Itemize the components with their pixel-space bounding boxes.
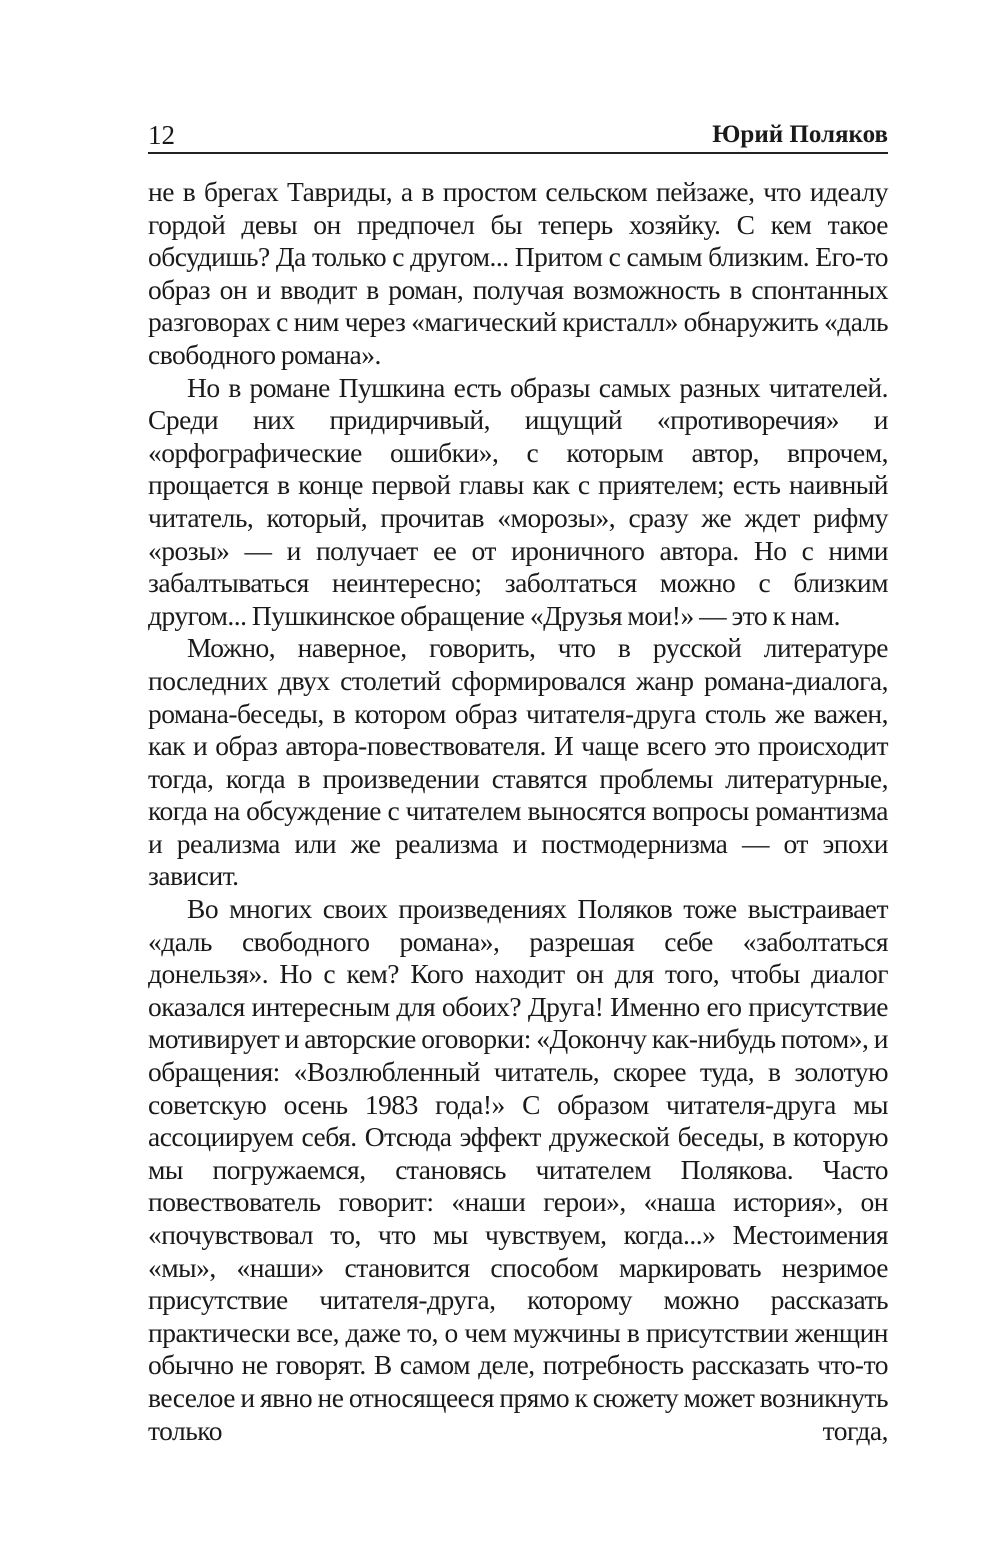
running-head-author: Юрий Поляков [712,121,888,148]
book-page [148,112,888,1447]
paragraph: Но в романе Пушкина есть образы самых разных читателей. Среди них придирчивый, ищущий «противоречия» и «орфографические ошибки», с которым автор, впрочем, прощается в конце первой главы как с приятелем; есть наивный читатель, который, прочитав «морозы», сразу же ждет рифму «розы» — и получает ее от ироничного автора. Но с ними забалтываться неинтересно; заболтаться можно с близким другом... Пушкинское обращение «Друзья мои!» — это к нам. [148,371,888,631]
running-header [148,112,888,154]
page-number: 12 [148,120,175,150]
body-text [148,176,888,1447]
paragraph-continues: Во многих своих произведениях Поляков тоже выстраивает «даль свободного романа», разрешая себе «заболтаться донельзя». Но с кем? Кого находит он для того, чтобы диалог оказался интересным для обоих? Друга! Именно его присутствие мотивирует и авторские оговорки: «Докончу как-нибудь потом», и обращения: «Возлюбленный читатель, скорее туда, в золотую советскую осень 1983 года!» С образом читателя-друга мы ассоциируем себя. Отсюда эффект дружеской беседы, в которую мы погружаемся, становясь читателем Полякова. Часто повествователь говорит: «наши герои», «наша история», он «почувствовал то, что мы чувствуем, когда...» Местоимения «мы», «наши» становится способом маркировать незримое присутствие читателя-друга, которому можно рассказать практически все, даже то, о чем мужчины в присутствии женщин обычно не говорят. В самом деле, потребность рассказать что-то веселое и явно не относящееся прямо к сюжету может возникнуть только тогда, [148,893,888,1446]
paragraph: Можно, наверное, говорить, что в русской литературе последних двух столетий сформировался жанр романа-диалога, романа-беседы, в котором образ читателя-друга столь же важен, как и образ автора-повествователя. И чаще всего это происходит тогда, когда в произведении ставятся проблемы литературные, когда на обсуждение с читателем выносятся вопросы романтизма и реализма или же реализма и постмодернизма — от эпохи зависит. [148,632,888,892]
paragraph-continued: не в брегах Тавриды, а в простом сельском пейзаже, что идеалу гордой девы он предпочел бы теперь хозяйку. С кем такое обсудишь? Да только с другом... Притом с самым близким. Его-то образ он и вводит в роман, получая возможность в спонтанных разговорах с ним через «магический кристалл» обнаружить «даль свободного романа». [148,176,888,370]
